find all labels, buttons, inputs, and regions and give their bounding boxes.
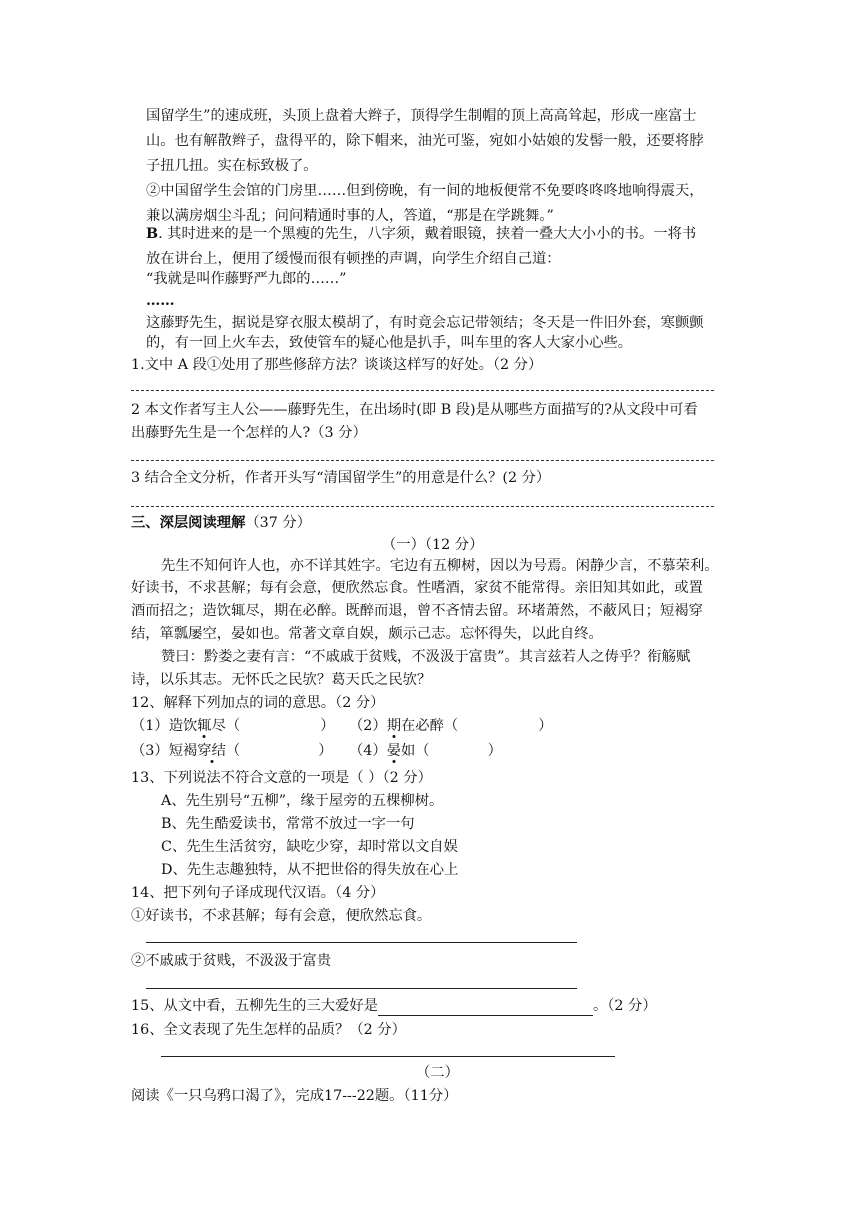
- option-a[interactable]: A、先生别号“五柳”，缘于屋旁的五棵柳树。: [161, 793, 444, 809]
- section-title: 三、深层阅读理解: [131, 515, 246, 531]
- classical-text-line: 赞曰：黔娄之妻有言：“不戚戚于贫贱，不汲汲于富贵”。其言兹若人之俦乎？衔觞赋: [161, 649, 691, 665]
- answer-line[interactable]: [146, 988, 577, 989]
- q12-item-3: （3）短褐穿结（ ）: [131, 743, 333, 759]
- passage-line: 山。也有解散辫子，盘得平的，除下帽来，油光可鉴，宛如小姑娘的发髻一般，还要将脖: [146, 133, 704, 149]
- option-d[interactable]: D、先生志趣独特，从不把世俗的得失放在心上: [161, 862, 459, 878]
- subsection-title: （二）: [416, 1065, 459, 1081]
- reading-intro: 阅读《一只乌鸦口渴了》，完成17---22题。（11分）: [131, 1088, 458, 1104]
- answer-line[interactable]: [131, 390, 714, 391]
- q12-item-4: （4）晏如（ ）: [349, 743, 502, 759]
- passage-line-b: [146, 224, 696, 244]
- dotted-word: 期: [386, 718, 401, 734]
- dotted-word: 晏: [386, 743, 401, 759]
- passage-text: . 其时进来的是一个黑瘦的先生，八字须，戴着眼镜，挟着一叠大大小小的书。一将书: [158, 226, 697, 242]
- question-14: 14、把下列句子译成现代汉语。（4 分）: [131, 885, 385, 901]
- section-heading: [131, 513, 311, 533]
- question-2-cont: 出藤野先生是一个怎样的人?（3 分）: [131, 425, 367, 441]
- classical-text-line: 诗，以乐其志。无怀氏之民欤？葛天氏之民欤？: [131, 672, 432, 688]
- passage-line: “我就是叫作藤野严九郎的……”: [146, 271, 347, 287]
- section-b-marker: B: [146, 226, 159, 242]
- answer-blank[interactable]: [378, 999, 593, 1016]
- option-c[interactable]: C、先生生活贫穷，缺吃少穿，却时常以文自娱: [161, 839, 458, 855]
- passage-ellipsis: ……: [146, 293, 175, 309]
- q14-sentence-2: ②不戚戚于贫贱，不汲汲于富贵: [131, 953, 332, 969]
- passage-line: 子扭几扭。实在标致极了。: [146, 158, 318, 174]
- answer-line[interactable]: [131, 506, 714, 507]
- option-b[interactable]: B、先生酷爱读书，常常不放过一字一句: [161, 816, 415, 832]
- classical-text-line: 好读书，不求甚解；每有会意，便欣然忘食。性嗜酒，家贫不能常得。亲旧知其如此，或置: [131, 580, 703, 596]
- question-16: 16、全文表现了先生怎样的品质？（2 分）: [131, 1022, 406, 1038]
- passage-line: 的，有一回上火车去，致使管车的疑心他是扒手，叫车里的客人大家小心些。: [146, 335, 633, 351]
- section-score: （37 分）: [245, 515, 312, 531]
- dotted-word: 穿结: [197, 743, 226, 759]
- classical-text-line: 先生不知何许人也，亦不详其姓字。宅边有五柳树，因以为号焉。闲静少言，不慕荣利。: [161, 558, 719, 574]
- subsection-title: （一）（12 分）: [382, 537, 484, 553]
- classical-text-line: 结，箪瓢屡空，晏如也。常著文章自娱，颇示己志。忘怀得失，以此自终。: [131, 626, 603, 642]
- q12-item-1: （1）造饮辄尽（ ）: [131, 718, 335, 734]
- answer-line[interactable]: [131, 460, 714, 461]
- classical-text-line: 酒而招之；造饮辄尽，期在必醉。既醉而退，曾不吝情去留。环堵萧然，不蔽风日；短褐穿: [131, 603, 703, 619]
- passage-line: ②中国留学生会馆的门房里……但到傍晚，有一间的地板便常不免要咚咚咚地响得震天，: [146, 183, 704, 199]
- q14-sentence-1: ①好读书，不求甚解；每有会意，便欣然忘食。: [131, 908, 432, 924]
- question-15: 15、从文中看，五柳先生的三大爱好是 。（2 分）: [131, 998, 657, 1014]
- answer-line[interactable]: [161, 1056, 615, 1057]
- passage-line: 兼以满房烟尘斗乱；问问精通时事的人，答道，“那是在学跳舞。”: [146, 208, 554, 224]
- passage-line: 国留学生”的速成班，头顶上盘着大辫子，顶得学生制帽的顶上高高耸起，形成一座富士: [146, 108, 697, 124]
- question-2: 2 本文作者写主人公——藤野先生，在出场时(即 B 段)是从哪些方面描写的?从文段中可看: [131, 402, 698, 418]
- q12-item-2: （2）期在必醉（ ）: [349, 718, 553, 734]
- answer-line[interactable]: [146, 942, 577, 943]
- question-13: 13、下列说法不符合文意的一项是（ ）（2 分）: [131, 770, 432, 786]
- question-3: 3 结合全文分析，作者开头写“清国留学生”的用意是什么？(2 分）: [131, 470, 551, 486]
- dotted-word: 辄: [197, 718, 212, 734]
- question-12: 12、解释下列加点的词的意思。（2 分）: [131, 695, 385, 711]
- passage-line: 这藤野先生，据说是穿衣服太模胡了，有时竟会忘记带领结；冬天是一件旧外套，寒颤颤: [146, 315, 704, 331]
- question-1: 1.文中 A 段①处用了那些修辞方法？谈谈这样写的好处。（2 分）: [131, 357, 543, 373]
- passage-line: 放在讲台上，便用了缓慢而很有顿挫的声调，向学生介绍自己道：: [146, 251, 561, 267]
